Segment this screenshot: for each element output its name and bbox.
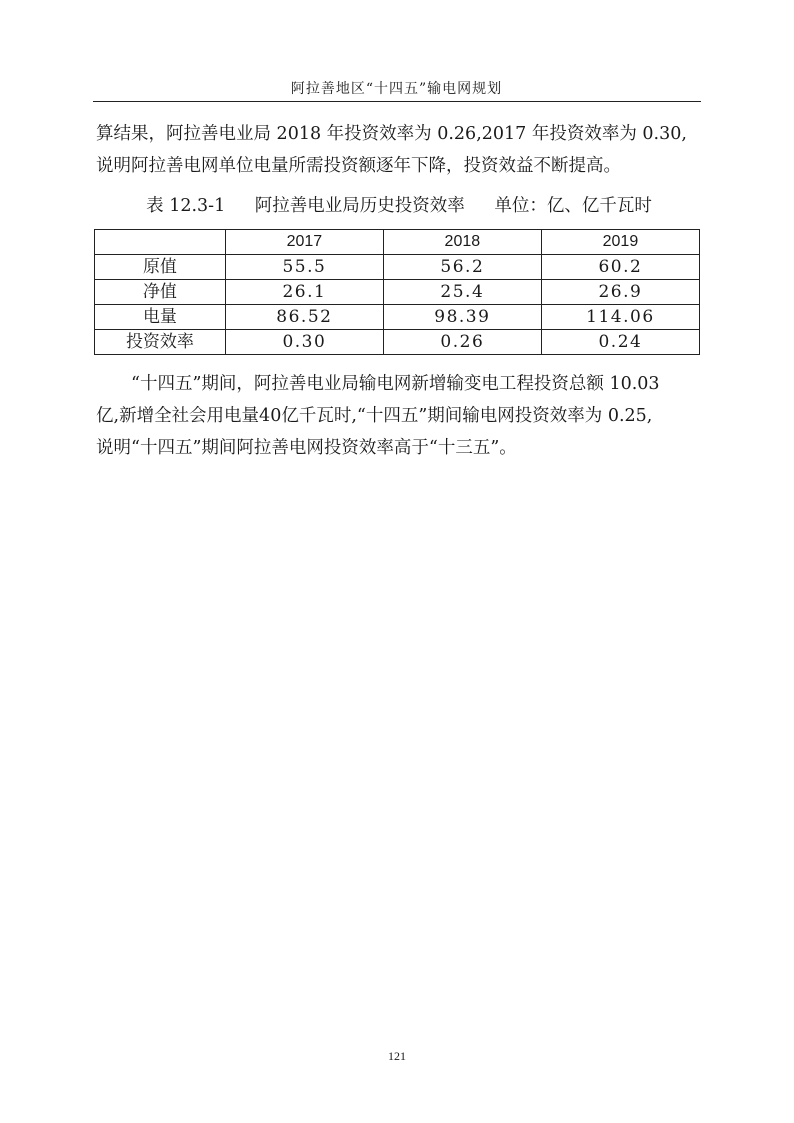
table-cell: 86.52 <box>225 305 383 330</box>
table-cell: 0.26 <box>383 330 541 355</box>
column-header-year: 2018 <box>383 230 541 255</box>
paragraph-line: 说明“十四五”期间阿拉善电网投资效率高于“十三五”。 <box>96 438 517 458</box>
table-caption-title: 阿拉善电业局历史投资效率 <box>254 196 465 216</box>
table-cell: 60.2 <box>541 255 699 280</box>
table-cell: 114.06 <box>541 305 699 330</box>
table-cell: 0.30 <box>225 330 383 355</box>
table-corner-cell <box>95 230 226 255</box>
paragraph-line: 算结果，阿拉善电业局 2018 年投资效率为 0.26,2017 年投资效率为 0.30, <box>96 124 687 144</box>
table-cell: 98.39 <box>383 305 541 330</box>
table-cell: 56.2 <box>383 255 541 280</box>
table-cell: 0.24 <box>541 330 699 355</box>
table-row <box>95 330 700 355</box>
table-row <box>95 255 700 280</box>
column-header-year: 2019 <box>541 230 699 255</box>
row-label: 净值 <box>95 280 226 305</box>
paragraph-line: “十四五”期间，阿拉善电业局输电网新增输变电工程投资总额 10.03 <box>96 374 660 394</box>
paragraph-line: 说明阿拉善电网单位电量所需投资额逐年下降，投资效益不断提高。 <box>96 156 621 176</box>
header-divider <box>93 101 701 102</box>
table-cell: 25.4 <box>383 280 541 305</box>
row-label: 电量 <box>95 305 226 330</box>
table-cell: 55.5 <box>225 255 383 280</box>
paragraph-line: 亿,新增全社会用电量40亿千瓦时,“十四五”期间输电网投资效率为 0.25, <box>96 406 653 426</box>
table-caption-unit: 单位：亿、亿千瓦时 <box>494 196 652 216</box>
table-caption <box>96 190 702 222</box>
paragraph-intro <box>96 118 702 182</box>
paragraph-conclusion <box>96 368 702 464</box>
table-caption-number: 表 12.3-1 <box>146 196 226 216</box>
table-cell: 26.9 <box>541 280 699 305</box>
row-label: 投资效率 <box>95 330 226 355</box>
column-header-year: 2017 <box>225 230 383 255</box>
investment-efficiency-table <box>94 229 700 355</box>
table-row <box>95 305 700 330</box>
page-header-title: 阿拉善地区“十四五”输电网规划 <box>290 81 503 97</box>
page-number: 121 <box>388 1049 406 1063</box>
table-header-row <box>95 230 700 255</box>
table-cell: 26.1 <box>225 280 383 305</box>
table-row <box>95 280 700 305</box>
row-label: 原值 <box>95 255 226 280</box>
